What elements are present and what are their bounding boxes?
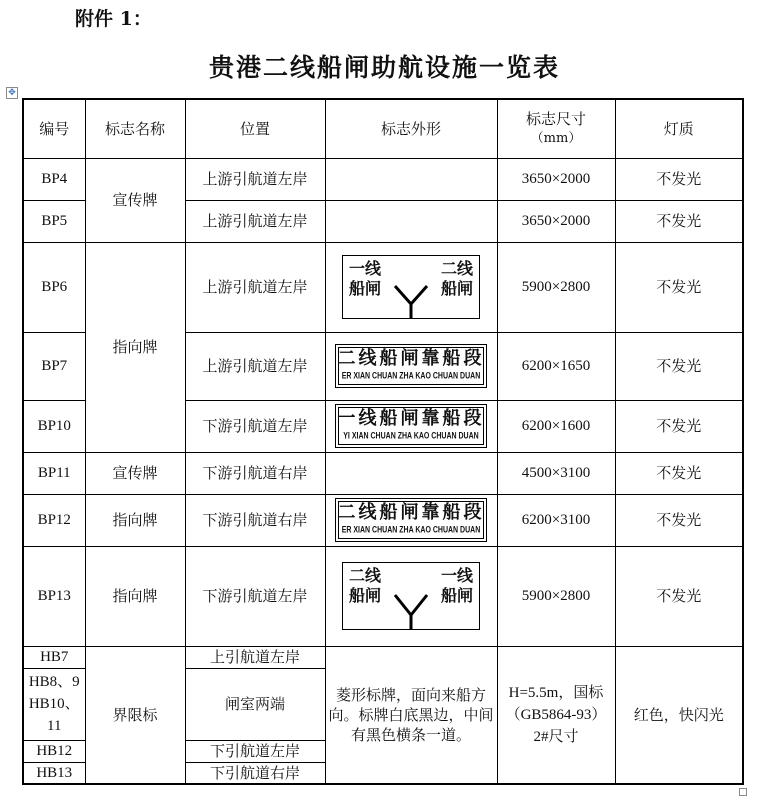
document-title: 贵港二线船闸助航设施一览表	[208, 53, 560, 82]
location-cell: 下游引航道左岸	[185, 400, 325, 452]
sign-pinyin: YI XIAN CHUAN ZHA KAO CHUAN DUAN	[343, 431, 479, 441]
code-cell: BP12	[23, 494, 85, 546]
light-cell: 不发光	[615, 400, 743, 452]
code-cell: BP7	[23, 332, 85, 400]
code-cell: BP4	[23, 158, 85, 200]
location-cell: 上游引航道左岸	[185, 158, 325, 200]
sign-text-top-left: 二线	[349, 566, 382, 585]
light-cell: 不发光	[615, 546, 743, 646]
header-code: 编号	[23, 99, 85, 158]
light-cell: 不发光	[615, 158, 743, 200]
sign-pinyin: ER XIAN CHUAN ZHA KAO CHUAN DUAN	[341, 371, 481, 381]
light-cell: 红色，快闪光	[615, 646, 743, 784]
location-cell: 下游引航道左岸	[185, 546, 325, 646]
table-row	[23, 494, 743, 546]
header-size-line2: （mm）	[530, 130, 582, 146]
table-row	[23, 242, 743, 332]
light-cell: 不发光	[615, 332, 743, 400]
code-cell: HB13	[23, 762, 85, 784]
code-cell: BP10	[23, 400, 85, 452]
size-cell: 6200×3100	[497, 494, 615, 546]
size-cell: 5900×2800	[497, 546, 615, 646]
size-cell: 5900×2800	[497, 242, 615, 332]
sign-text: 二线船闸靠船段	[337, 502, 485, 523]
sign-pinyin: ER XIAN CHUAN ZHA KAO CHUAN DUAN	[341, 525, 481, 535]
name-cell: 指向牌	[85, 546, 185, 646]
code-cell: BP5	[23, 200, 85, 242]
berth-sign	[335, 344, 487, 388]
table-row	[23, 546, 743, 646]
code-cell: BP6	[23, 242, 85, 332]
size-cell: 3650×2000	[497, 200, 615, 242]
size-cell: 6200×1650	[497, 332, 615, 400]
table-row	[23, 452, 743, 494]
location-cell: 上游引航道左岸	[185, 242, 325, 332]
berth-sign	[335, 498, 487, 542]
header-name: 标志名称	[85, 99, 185, 158]
berth-sign	[335, 404, 487, 448]
shape-cell	[325, 242, 497, 332]
location-cell: 上游引航道左岸	[185, 332, 325, 400]
location-cell: 下游引航道右岸	[185, 494, 325, 546]
name-cell: 指向牌	[85, 242, 185, 452]
header-shape: 标志外形	[325, 99, 497, 158]
shape-note-cell: 菱形标牌，面向来船方向。标牌白底黑边，中间有黑色横条一道。	[325, 646, 497, 784]
name-cell: 指向牌	[85, 494, 185, 546]
shape-cell	[325, 494, 497, 546]
size-cell: H=5.5m，国标（GB5864-93）2#尺寸	[497, 646, 615, 784]
sign-text-bottom-right: 船闸	[440, 279, 473, 298]
name-cell: 宣传牌	[85, 452, 185, 494]
shape-cell	[325, 158, 497, 200]
code-cell: BP11	[23, 452, 85, 494]
light-cell: 不发光	[615, 494, 743, 546]
header-size	[497, 99, 615, 158]
table-row	[23, 646, 743, 668]
location-cell: 上游引航道左岸	[185, 200, 325, 242]
table-resize-handle[interactable]	[739, 788, 747, 796]
light-cell: 不发光	[615, 200, 743, 242]
sign-text: 一线船闸靠船段	[337, 408, 485, 429]
navaid-table	[22, 98, 744, 785]
light-cell: 不发光	[615, 242, 743, 332]
header-row	[23, 99, 743, 158]
light-cell: 不发光	[615, 452, 743, 494]
location-cell: 下引航道右岸	[185, 762, 325, 784]
size-cell: 4500×3100	[497, 452, 615, 494]
direction-sign	[342, 255, 480, 319]
sign-text-bottom-right: 船闸	[440, 586, 473, 605]
attachment-label: 附件 1：	[75, 8, 152, 30]
location-cell: 下引航道左岸	[185, 740, 325, 762]
location-cell: 上引航道左岸	[185, 646, 325, 668]
shape-cell	[325, 332, 497, 400]
size-cell: 3650×2000	[497, 158, 615, 200]
sign-text-bottom-left: 船闸	[349, 279, 382, 298]
table-move-handle-icon[interactable]: ✥	[6, 87, 18, 99]
size-cell: 6200×1600	[497, 400, 615, 452]
sign-text-bottom-left: 船闸	[349, 586, 382, 605]
name-cell: 界限标	[85, 646, 185, 784]
sign-text: 二线船闸靠船段	[337, 348, 485, 369]
code-cell: HB8、9 HB10、11	[23, 668, 85, 740]
direction-sign	[342, 562, 480, 630]
header-size-line1: 标志尺寸	[525, 109, 586, 128]
sign-text-top-right: 二线	[440, 259, 473, 278]
shape-cell	[325, 452, 497, 494]
header-location: 位置	[185, 99, 325, 158]
header-light: 灯质	[615, 99, 743, 158]
shape-cell	[325, 200, 497, 242]
name-cell: 宣传牌	[85, 158, 185, 242]
sign-text-top-right: 一线	[440, 566, 473, 585]
sign-text-top-left: 一线	[349, 259, 382, 278]
table-row	[23, 158, 743, 200]
location-cell: 闸室两端	[185, 668, 325, 740]
code-cell: HB12	[23, 740, 85, 762]
code-cell: HB7	[23, 646, 85, 668]
code-cell: BP13	[23, 546, 85, 646]
shape-cell	[325, 546, 497, 646]
shape-cell	[325, 400, 497, 452]
location-cell: 下游引航道右岸	[185, 452, 325, 494]
